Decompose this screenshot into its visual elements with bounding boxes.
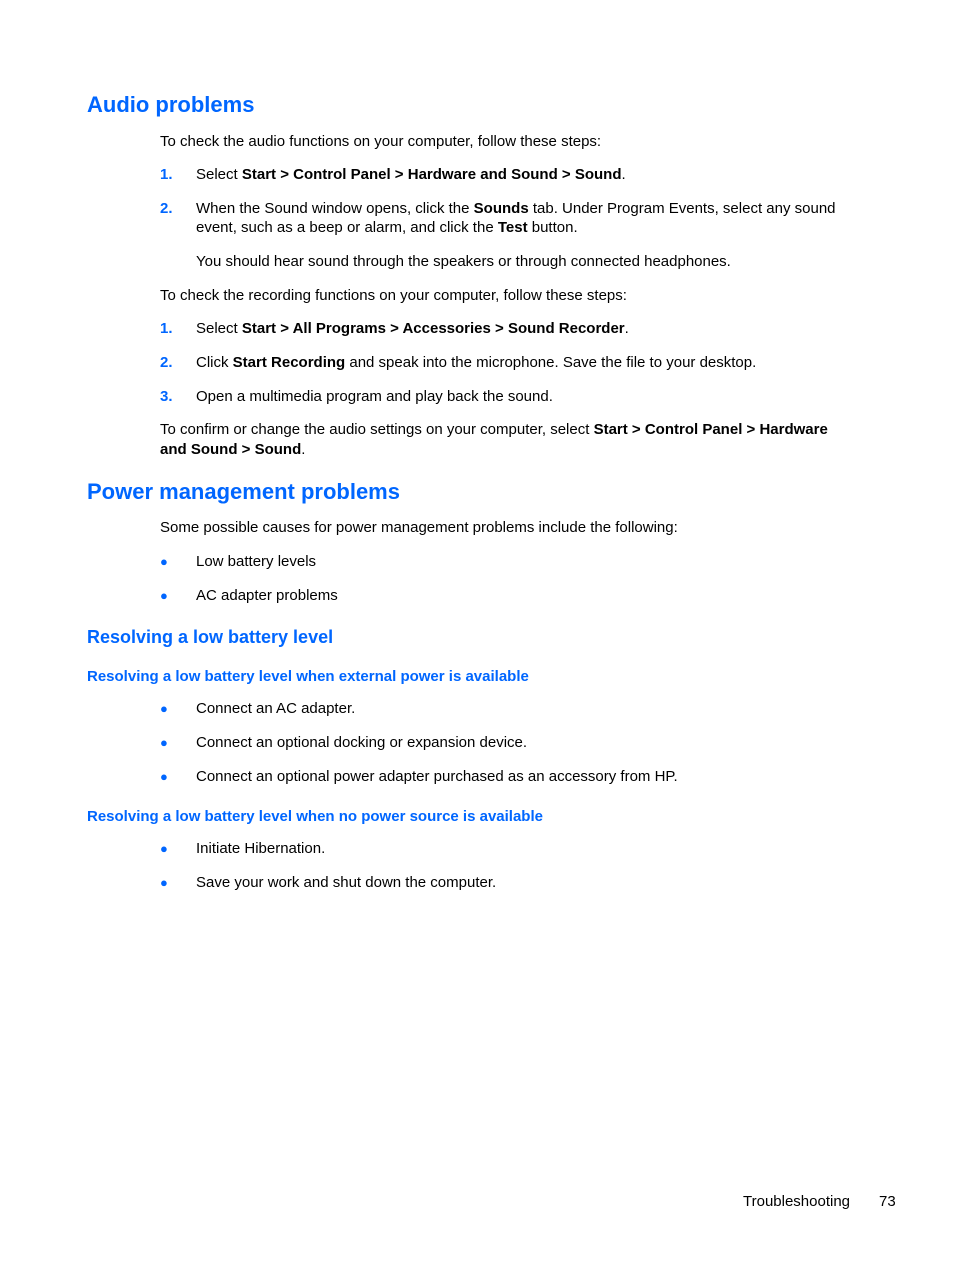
list-item: Low battery levels (196, 553, 317, 570)
power-heading: Power management problems (87, 479, 400, 504)
list-item: Connect an optional power adapter purchased as an accessory from HP. (196, 768, 678, 785)
step-number: 1. (160, 320, 173, 337)
recording-step-1: Select Start > All Programs > Accessories > Sound Recorder. (196, 320, 629, 337)
bullet-icon: ● (160, 769, 168, 784)
power-intro: Some possible causes for power management problems include the following: (160, 519, 678, 536)
recording-step-3: Open a multimedia program and play back the sound. (196, 388, 553, 405)
audio-note: You should hear sound through the speakers or through connected headphones. (196, 253, 731, 270)
audio-heading: Audio problems (87, 92, 255, 117)
battery-heading: Resolving a low battery level (87, 627, 334, 647)
audio-step-1: Select Start > Control Panel > Hardware and Sound > Sound. (196, 166, 626, 183)
step-number: 3. (160, 388, 173, 405)
bullet-icon: ● (160, 841, 168, 856)
list-item: Connect an AC adapter. (196, 700, 356, 717)
confirm-line2: and Sound > Sound. (160, 441, 306, 458)
list-item: Connect an optional docking or expansion device. (196, 734, 528, 751)
bullet-icon: ● (160, 701, 168, 716)
audio-intro: To check the audio functions on your computer, follow these steps: (160, 133, 602, 150)
bullet-icon: ● (160, 875, 168, 890)
list-item: Save your work and shut down the computer. (196, 874, 497, 891)
step-number: 2. (160, 200, 173, 217)
footer-section: Troubleshooting (743, 1193, 851, 1210)
audio-step-2-line1: When the Sound window opens, click the Sounds tab. Under Program Events, select any sound (196, 200, 836, 217)
external-power-heading: Resolving a low battery level when external power is available (87, 668, 529, 685)
audio-step-2-line2: event, such as a beep or alarm, and click the Test button. (196, 219, 578, 236)
list-item: Initiate Hibernation. (196, 840, 326, 857)
step-number: 2. (160, 354, 173, 371)
no-power-heading: Resolving a low battery level when no power source is available (87, 808, 543, 825)
recording-intro: To check the recording functions on your computer, follow these steps: (160, 287, 627, 304)
list-item: AC adapter problems (196, 587, 338, 604)
step-number: 1. (160, 166, 173, 183)
page-number: 73 (879, 1193, 896, 1210)
bullet-icon: ● (160, 588, 168, 603)
recording-step-2: Click Start Recording and speak into the microphone. Save the file to your desktop. (196, 354, 757, 371)
bullet-icon: ● (160, 554, 168, 569)
confirm-line1: To confirm or change the audio settings on your computer, select Start > Control Panel > Hardware (160, 421, 828, 438)
bullet-icon: ● (160, 735, 168, 750)
